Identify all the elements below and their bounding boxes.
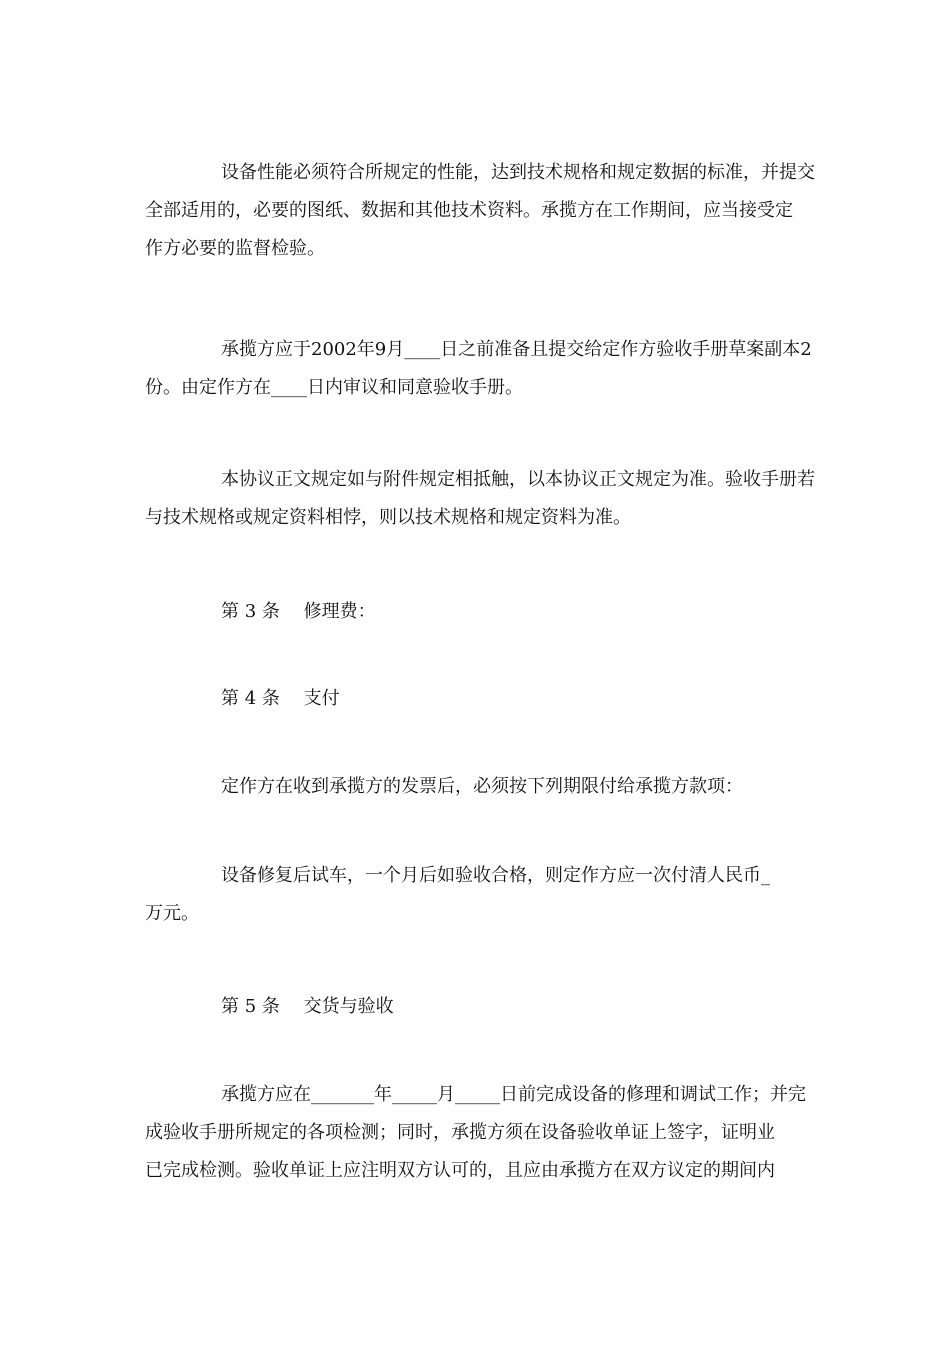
paragraph-payment-amount: [145, 857, 810, 933]
heading-article-5: [145, 988, 810, 1026]
text-line: 已完成检测。验收单证上应注明双方认可的，且应由承揽方在双方议定的期间内: [145, 1160, 775, 1181]
text-line: 设备性能必须符合所规定的性能，达到技术规格和规定数据的标准，并提交: [221, 162, 815, 183]
text-line: 份。由定作方在____日内审议和同意验收手册。: [145, 377, 523, 398]
article-heading: 第 5 条 交货与验收: [221, 996, 394, 1017]
text-line: 设备修复后试车，一个月后如验收合格，则定作方应一次付清人民币_: [221, 865, 770, 886]
heading-article-3: [145, 593, 810, 631]
text-line: 定作方在收到承揽方的发票后，必须按下列期限付给承揽方款项：: [221, 776, 743, 797]
text-line: 万元。: [145, 903, 199, 924]
text-line: 承揽方应在_______年_____月_____日前完成设备的修理和调试工作；并完: [221, 1084, 806, 1105]
text-line: 承揽方应于2002年9月____日之前准备且提交给定作方验收手册草案副本2: [221, 339, 812, 360]
text-line: 作方必要的监督检验。: [145, 238, 325, 259]
paragraph-delivery-completion: [145, 1076, 810, 1190]
paragraph-equipment-performance: [145, 154, 815, 268]
text-line: 成验收手册所规定的各项检测；同时，承揽方须在设备验收单证上签字，证明业: [145, 1122, 775, 1143]
article-heading: 第 4 条 支付: [221, 688, 340, 709]
paragraph-acceptance-manual: [145, 331, 810, 407]
text-line: 与技术规格或规定资料相悖，则以技术规格和规定资料为准。: [145, 507, 631, 528]
paragraph-precedence: [145, 461, 815, 537]
article-heading: 第 3 条 修理费：: [221, 601, 376, 622]
paragraph-payment-terms: [145, 768, 810, 806]
heading-article-4: [145, 680, 810, 718]
text-line: 本协议正文规定如与附件规定相抵触，以本协议正文规定为准。验收手册若: [221, 469, 815, 490]
text-line: 全部适用的，必要的图纸、数据和其他技术资料。承揽方在工作期间，应当接受定: [145, 200, 793, 221]
